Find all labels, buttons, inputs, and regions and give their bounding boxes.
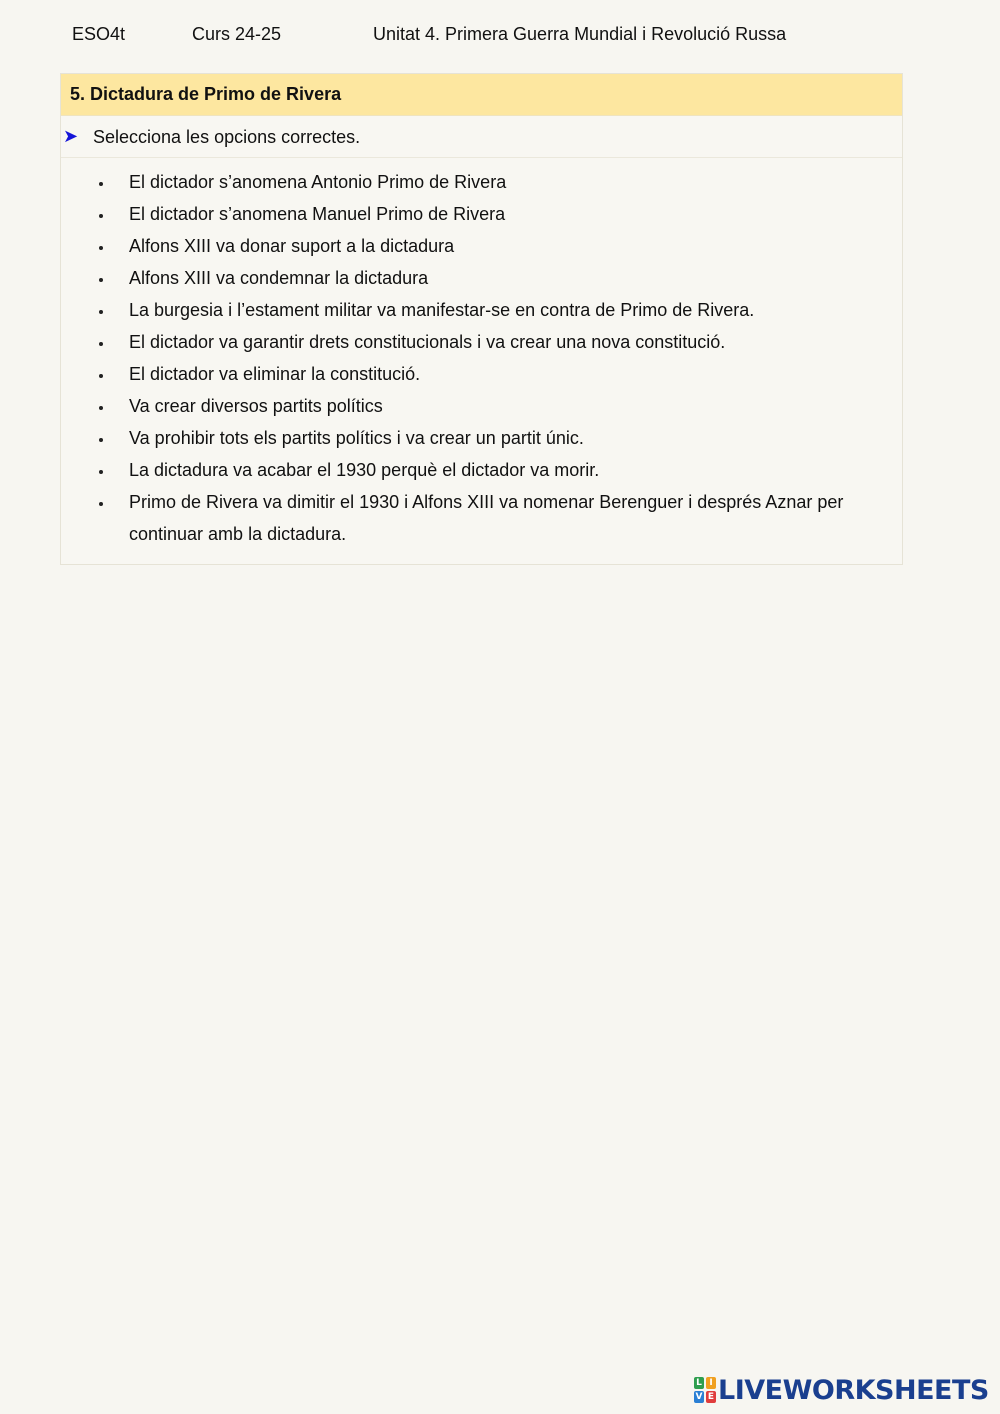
option-text: Primo de Rivera va dimitir el 1930 i Alfons XIII va nomenar Berenguer i després Aznar per continuar amb la dictadura. [129,492,844,544]
bullet-dot-icon [99,278,103,282]
bullet-dot-icon [99,502,103,506]
option-item[interactable] [61,326,902,358]
bullet-dot-icon [99,374,103,378]
bullet-dot-icon [99,310,103,314]
arrowhead-right-icon: ➤ [63,126,79,146]
bullet-dot-icon [99,470,103,474]
logo-letter: I [706,1377,716,1389]
option-text: El dictador va eliminar la constitució. [129,364,421,384]
bullet-dot-icon [99,342,103,346]
bullet-dot-icon [99,182,103,186]
option-text: La dictadura va acabar el 1930 perquè el dictador va morir. [129,460,600,480]
logo-mark-icon [694,1377,716,1403]
option-item[interactable] [61,422,902,454]
logo-text: LIVEWORKSHEETS [718,1374,989,1406]
instruction-row [61,116,902,158]
option-text: Va crear diversos partits polítics [129,396,383,416]
option-item[interactable] [61,230,902,262]
liveworksheets-logo [694,1376,989,1404]
header-level: ESO4t [72,24,126,44]
logo-letter: V [695,1392,703,1402]
section-title: 5. Dictadura de Primo de Rivera [61,74,902,116]
option-item[interactable] [61,294,902,326]
option-text: Alfons XIII va condemnar la dictadura [129,268,429,288]
header-unit: Unitat 4. Primera Guerra Mundial i Revolució Russa [373,24,787,44]
option-text: Alfons XIII va donar suport a la dictadura [129,236,455,256]
bullet-dot-icon [99,406,103,410]
bullet-dot-icon [99,214,103,218]
options-list [61,158,902,564]
option-text: El dictador va garantir drets constitucionals i va crear una nova constitució. [129,332,726,352]
option-item[interactable] [61,262,902,294]
option-text: El dictador s’anomena Antonio Primo de Rivera [129,172,507,192]
exercise-box [60,73,903,565]
logo-letter: L [694,1377,704,1389]
logo-letter: E [707,1392,715,1402]
option-text: La burgesia i l’estament militar va manifestar-se en contra de Primo de Rivera. [129,300,755,320]
option-item[interactable] [61,486,902,550]
option-item[interactable] [61,454,902,486]
header-course: Curs 24-25 [192,24,282,44]
option-text: El dictador s’anomena Manuel Primo de Rivera [129,204,506,224]
option-item[interactable] [61,166,902,198]
option-item[interactable] [61,390,902,422]
instruction-text: Selecciona les opcions correctes. [93,127,361,147]
option-item[interactable] [61,198,902,230]
option-text: Va prohibir tots els partits polítics i va crear un partit únic. [129,428,584,448]
page-header [0,24,1000,48]
bullet-dot-icon [99,438,103,442]
option-item[interactable] [61,358,902,390]
bullet-dot-icon [99,246,103,250]
